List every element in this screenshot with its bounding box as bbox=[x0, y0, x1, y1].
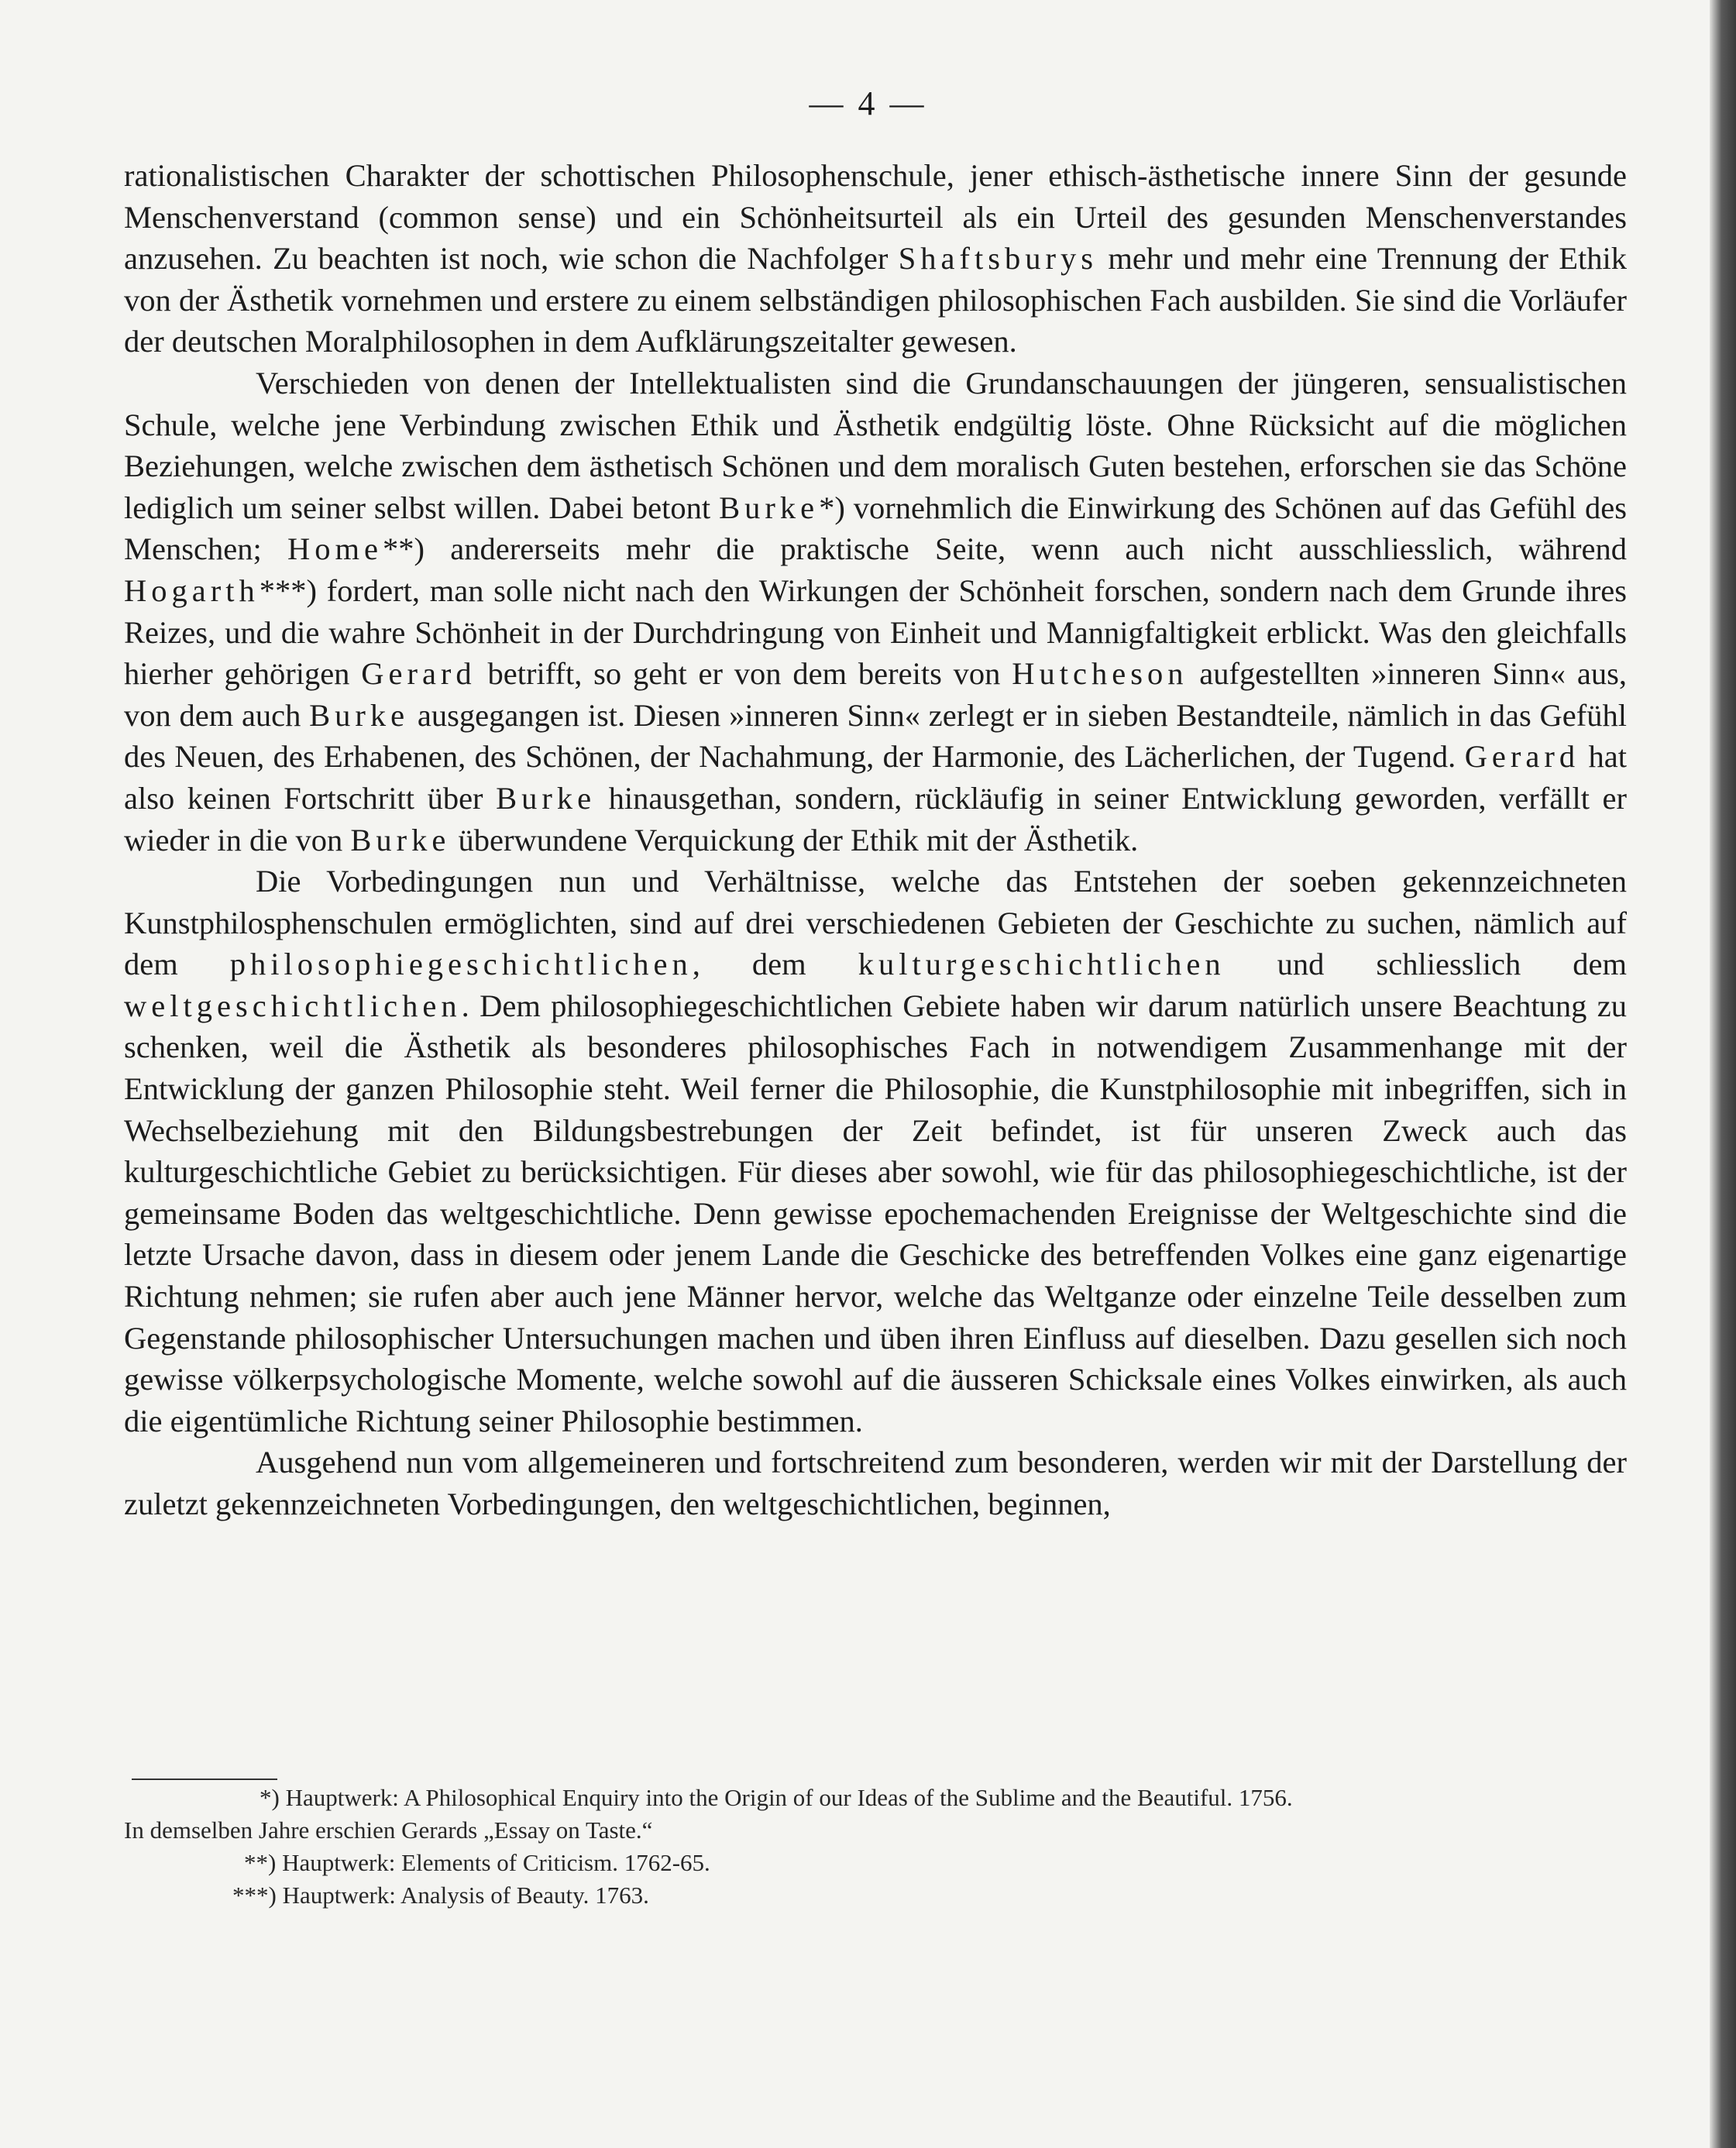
spaced-name: Gerard bbox=[361, 656, 476, 692]
spaced-name: philosophiegeschichtlichen bbox=[229, 947, 693, 982]
text-run: hinausgethan, sondern, rückläufig in seiner Entwicklung geworden, verfällt er wieder in die von bbox=[124, 780, 1627, 857]
spaced-name: Burke bbox=[309, 697, 410, 733]
text-run: rationalistischen Charakter der schottischen Philosophenschule, jener ethisch-ästhetische innere Sinn der gesunde Menschenverstand (common sense) und ein Schönheitsurteil als ein Urteil des gesunden Menschenverstandes anzusehen. Zu beachten ist noch, wie schon die Nachfolger bbox=[124, 158, 1627, 277]
text-run: *) vornehmlich die Einwirkung des Schönen auf das Gefühl des Menschen; bbox=[124, 490, 1627, 567]
body-text bbox=[124, 155, 1627, 1525]
text-run: überwundene Verquickung der Ethik mit der Ästhetik. bbox=[450, 822, 1139, 857]
text-run: ***) fordert, man solle nicht nach den Wirkungen der Schönheit forschen, sondern nach dem Grunde ihres Reizes, und die wahre Schönheit in der Durchdringung von Einheit und Mannigfaltigkeit erblickt. Was den gleichfalls hierher gehörigen bbox=[124, 572, 1627, 692]
footnote-3: ***) Hauptwerk: Analysis of Beauty. 1763. bbox=[232, 1882, 649, 1909]
page-number: — 4 — bbox=[809, 84, 927, 122]
spaced-name: Shaftsburys bbox=[898, 241, 1098, 277]
footnote-1-continuation: In demselben Jahre erschien Gerards „Essay on Taste.“ bbox=[124, 1816, 653, 1844]
spaced-name: Hogarth bbox=[124, 572, 260, 608]
text-run: , dem bbox=[692, 947, 858, 982]
paragraph bbox=[124, 155, 1627, 363]
footnote-2: **) Hauptwerk: Elements of Criticism. 1762-65. bbox=[244, 1849, 710, 1876]
text-run: . Dem philosophiegeschichtlichen Gebiete haben wir darum natürlich unsere Beachtung zu schenken, weil die Ästhetik als besonderes philosophisches Fach in notwendigem Zusammenhange mit der Entwicklung der ganzen Philosophie steht. Weil ferner die Philosophie, die Kunstphilosophie mit inbegriffen, sich in Wechselbeziehung mit den Bildungsbestrebungen der Zeit befindet, ist für unseren Zweck auch das kulturgeschichtliche Gebiet zu berücksichtigen. Für dieses aber sowohl, wie für das philosophiegeschichtliche, ist der gemeinsame Boden das weltgeschichtliche. Denn gewisse epochemachenden Ereignisse der Weltgeschichte sind die letzte Ursache davon, dass in diesem oder jenem Lande die Geschicke des betreffenden Volkes eine ganz eigenartige Richtung nehmen; sie rufen aber auch jene Männer hervor, welche das Weltganze oder einzelne Teile desselben zum Gegenstande philosophischer Untersuchungen machen und üben ihren Einfluss auf dieselben. Dazu gesellen sich noch gewisse völkerpsychologische Momente, welche sowohl auf die äusseren Schicksale eines Volkes einwirken, als auch die eigentümliche Richtung seiner Philosophie bestimmen. bbox=[124, 988, 1627, 1438]
text-run: Die Vorbedingungen nun und Verhältnisse, welche das Entstehen der soeben gekennzeichneten Kunstphilosphenschulen ermöglichten, sind auf drei verschiedenen Gebieten der Geschichte zu suchen, nämlich auf dem bbox=[124, 864, 1627, 982]
paragraph bbox=[124, 363, 1627, 861]
spaced-name: Hutcheson bbox=[1012, 656, 1188, 692]
text-run: ausgegangen ist. Diesen »inneren Sinn« zerlegt er in sieben Bestandteile, nämlich in das Gefühl des Neuen, des Erhabenen, des Schönen, der Nachahmung, der Harmonie, des Lächerlichen, der Tugend. bbox=[124, 697, 1627, 775]
text-run: **) andererseits mehr die praktische Seite, wenn auch nicht ausschliesslich, während bbox=[382, 531, 1627, 567]
spaced-name: weltgeschichtlichen bbox=[124, 988, 462, 1023]
paragraph bbox=[124, 861, 1627, 1442]
paragraph bbox=[124, 1442, 1627, 1524]
spaced-name: kulturgeschichtlichen bbox=[858, 947, 1226, 982]
footnote-rule bbox=[132, 1779, 277, 1780]
text-run: und schliesslich dem bbox=[1225, 947, 1627, 982]
text-run: hat also keinen Fortschritt über bbox=[124, 739, 1628, 816]
page-edge-shadow bbox=[1710, 0, 1736, 2148]
text-run: Ausgehend nun vom allgemeineren und fortschreitend zum besonderen, werden wir mit der Darstellung der zuletzt gekennzeichneten Vorbedingungen, den weltgeschichtlichen, beginnen, bbox=[124, 1445, 1627, 1521]
footnotes bbox=[124, 1782, 1627, 1912]
spaced-name: Home bbox=[287, 531, 383, 567]
text-run: aufgestellten »inneren Sinn« aus, von dem auch bbox=[124, 656, 1627, 733]
spaced-name: Burke bbox=[496, 780, 596, 816]
text-run: mehr und mehr eine Trennung der Ethik von der Ästhetik vornehmen und erstere zu einem selbständigen philosophischen Fach ausbilden. Sie sind die Vorläufer der deutschen Moralphilosophen in dem Aufklärungszeitalter gewesen. bbox=[124, 241, 1627, 359]
spaced-name: Burke bbox=[350, 822, 451, 857]
footnote-1: *) Hauptwerk: A Philosophical Enquiry into the Origin of our Ideas of the Sublime and the Beautiful. 1756. bbox=[260, 1784, 1293, 1811]
spaced-name: Burke bbox=[719, 490, 820, 525]
text-run: betrifft, so geht er von dem bereits von bbox=[476, 656, 1012, 692]
spaced-name: Gerard bbox=[1464, 739, 1580, 775]
text-run: Verschieden von denen der Intellektualisten sind die Grundanschauungen der jüngeren, sensualistischen Schule, welche jene Verbindung zwischen Ethik und Ästhetik endgültig löste. Ohne Rücksicht auf die möglichen Beziehungen, welche zwischen dem ästhetisch Schönen und dem moralisch Guten bestehen, erforschen sie das Schöne lediglich um seiner selbst willen. Dabei betont bbox=[124, 365, 1627, 525]
